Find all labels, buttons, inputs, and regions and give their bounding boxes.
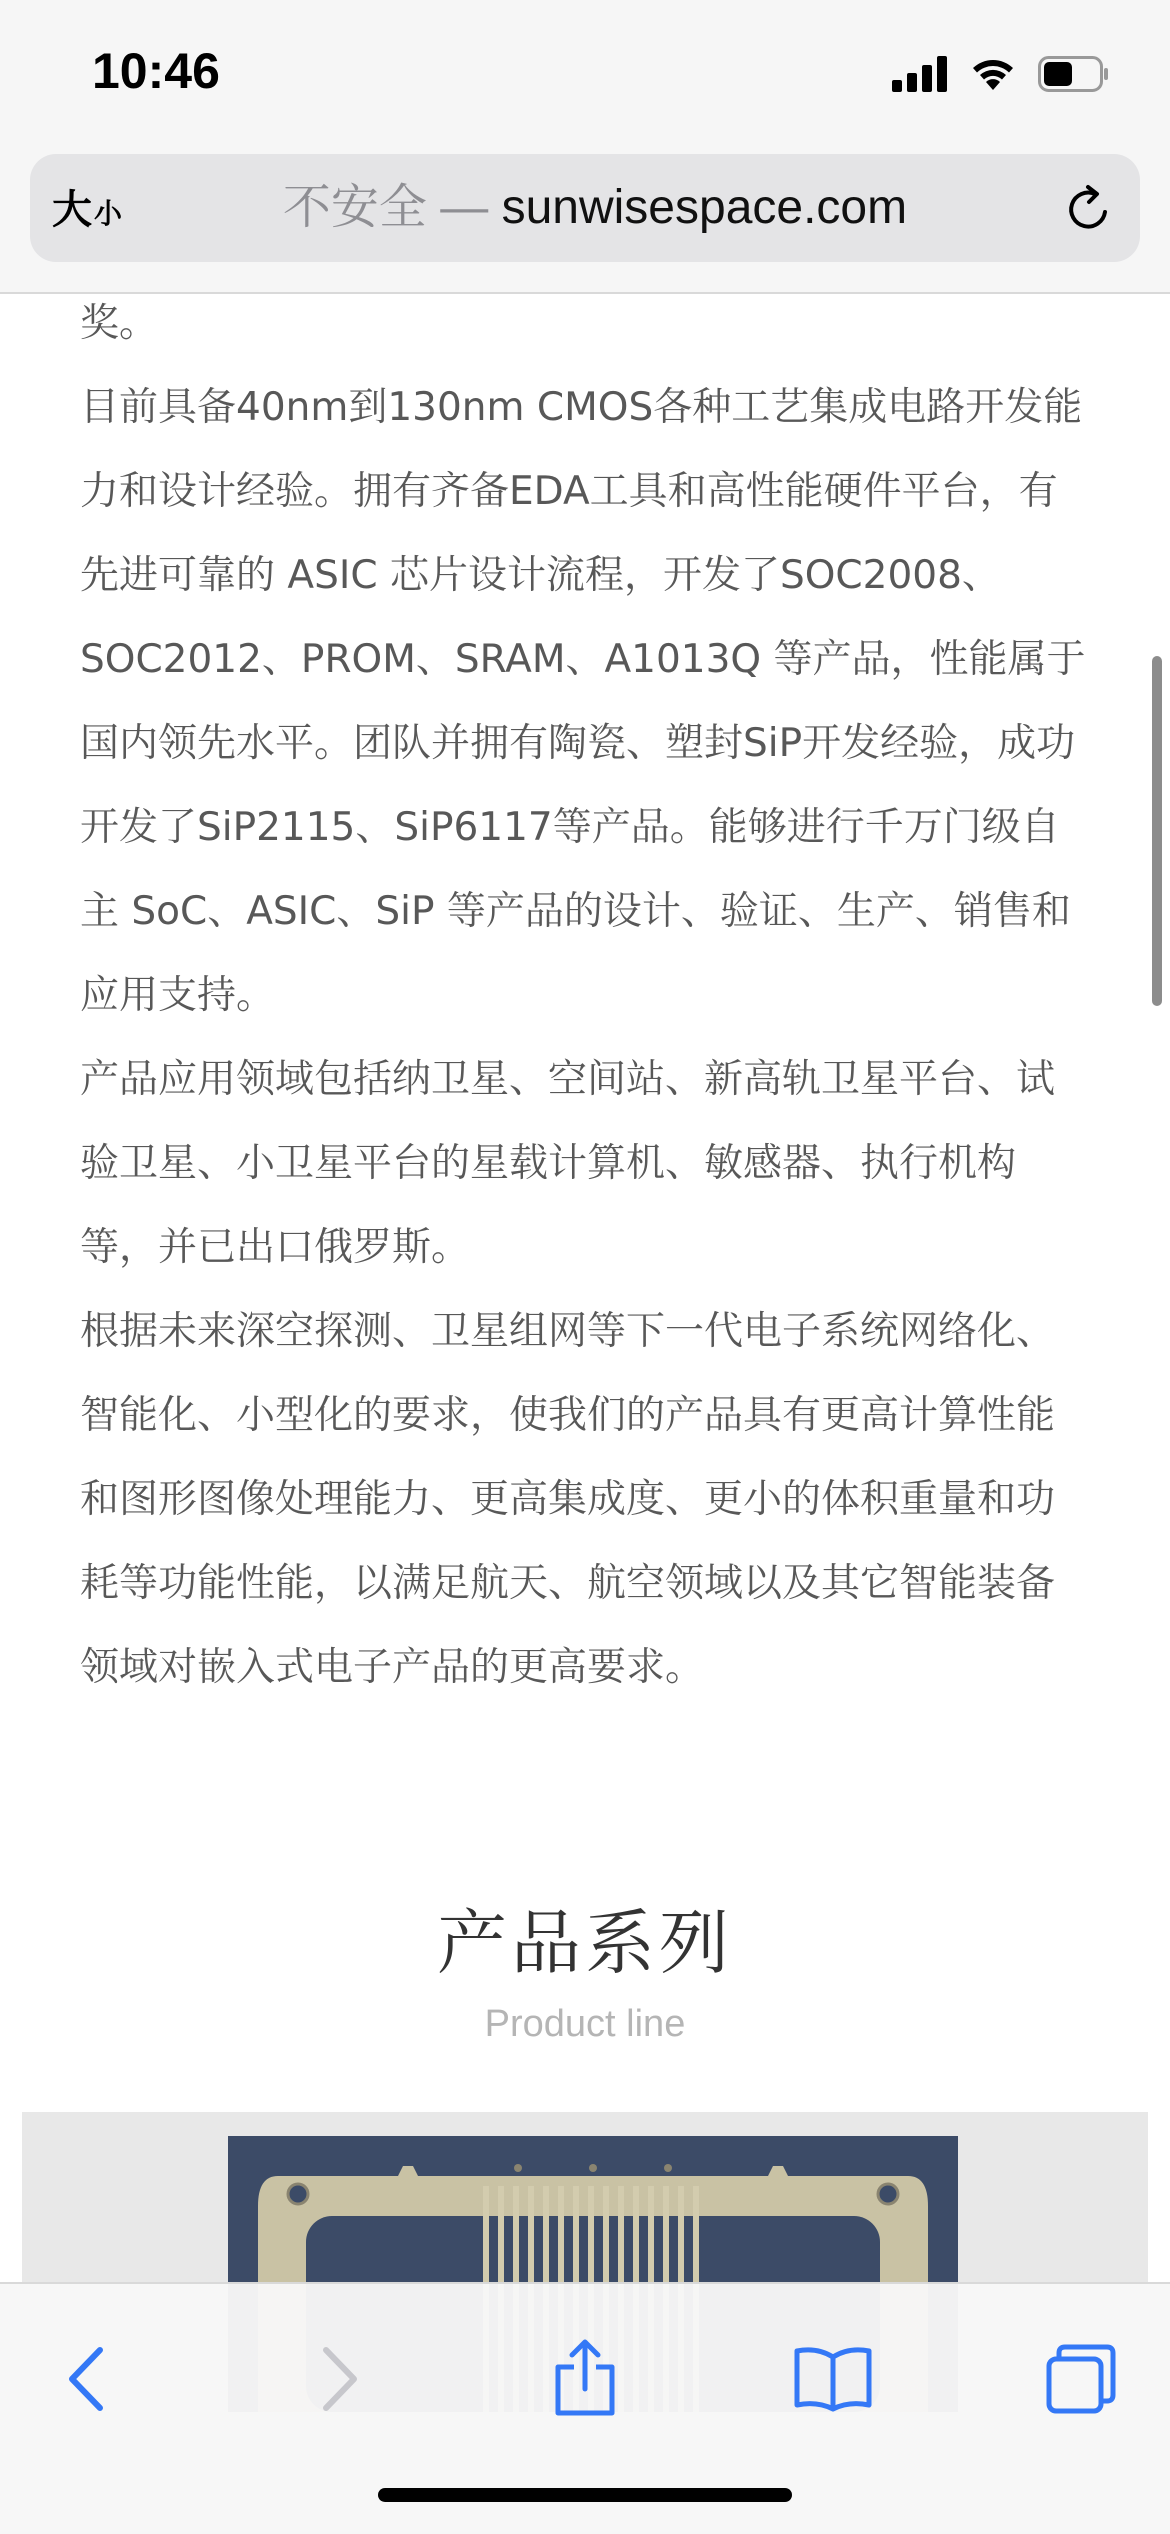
cellular-signal-icon bbox=[892, 56, 948, 92]
bookmarks-button[interactable] bbox=[778, 2324, 888, 2434]
chevron-right-icon bbox=[314, 2346, 364, 2412]
status-bar bbox=[0, 0, 1170, 150]
back-button[interactable] bbox=[32, 2324, 142, 2434]
share-button[interactable] bbox=[530, 2324, 640, 2434]
book-icon bbox=[793, 2345, 873, 2413]
address-bar[interactable] bbox=[30, 154, 1140, 262]
text-size-big-label: 大 bbox=[52, 188, 92, 232]
browser-top-chrome bbox=[0, 150, 1170, 294]
url-display[interactable] bbox=[30, 176, 1140, 240]
share-icon bbox=[552, 2339, 618, 2419]
tabs-icon bbox=[1045, 2343, 1117, 2415]
status-icons bbox=[892, 48, 1110, 100]
product-section-title: 产品系列 bbox=[437, 1902, 733, 1984]
url-domain: sunwisespace.com bbox=[501, 181, 908, 234]
page-scrollbar[interactable] bbox=[1152, 656, 1162, 1006]
product-section-subtitle: Product line bbox=[484, 2003, 686, 2045]
reload-icon[interactable] bbox=[1062, 182, 1116, 236]
text-size-small-label: 小 bbox=[94, 198, 123, 229]
chevron-left-icon bbox=[62, 2346, 112, 2412]
status-time: 10:46 bbox=[92, 43, 220, 99]
home-indicator[interactable] bbox=[378, 2488, 792, 2502]
battery-icon bbox=[1038, 56, 1110, 92]
article-paragraph: 产品应用领域包括纳卫星、空间站、新高轨卫星平台、试验卫星、小卫星平台的星载计算机、敏感器、执行机构等，并已出口俄罗斯。 bbox=[80, 1057, 1056, 1270]
not-secure-label: 不安全 — bbox=[282, 181, 502, 234]
article-body bbox=[80, 282, 1090, 1710]
article-paragraph: 目前具备40nm到130nm CMOS各种工艺集成电路开发能力和设计经验。拥有齐备EDA工具和高性能硬件平台，有先进可靠的 ASIC 芯片设计流程，开发了SOC2008、SOC2012、PROM、SRAM、A1013Q 等产品，性能属于国内领先水平。团队并拥有陶瓷、塑封SiP开发经验，成功开发了SiP2115、SiP6117等产品。能够进行千万门级自主 SoC、ASIC、SiP 等产品的设计、验证、生产、销售和应用支持。 bbox=[80, 385, 1086, 1018]
forward-button[interactable] bbox=[284, 2324, 394, 2434]
tabs-button[interactable] bbox=[1026, 2324, 1136, 2434]
article-paragraph: 奖。 bbox=[80, 301, 159, 346]
article-paragraph: 根据未来深空探测、卫星组网等下一代电子系统网络化、智能化、小型化的要求，使我们的产品具有更高计算性能和图形图像处理能力、更高集成度、更小的体积重量和功耗等功能性能，以满足航天、航空领域以及其它智能装备领域对嵌入式电子产品的更高要求。 bbox=[80, 1309, 1056, 1690]
wifi-icon bbox=[970, 56, 1016, 92]
